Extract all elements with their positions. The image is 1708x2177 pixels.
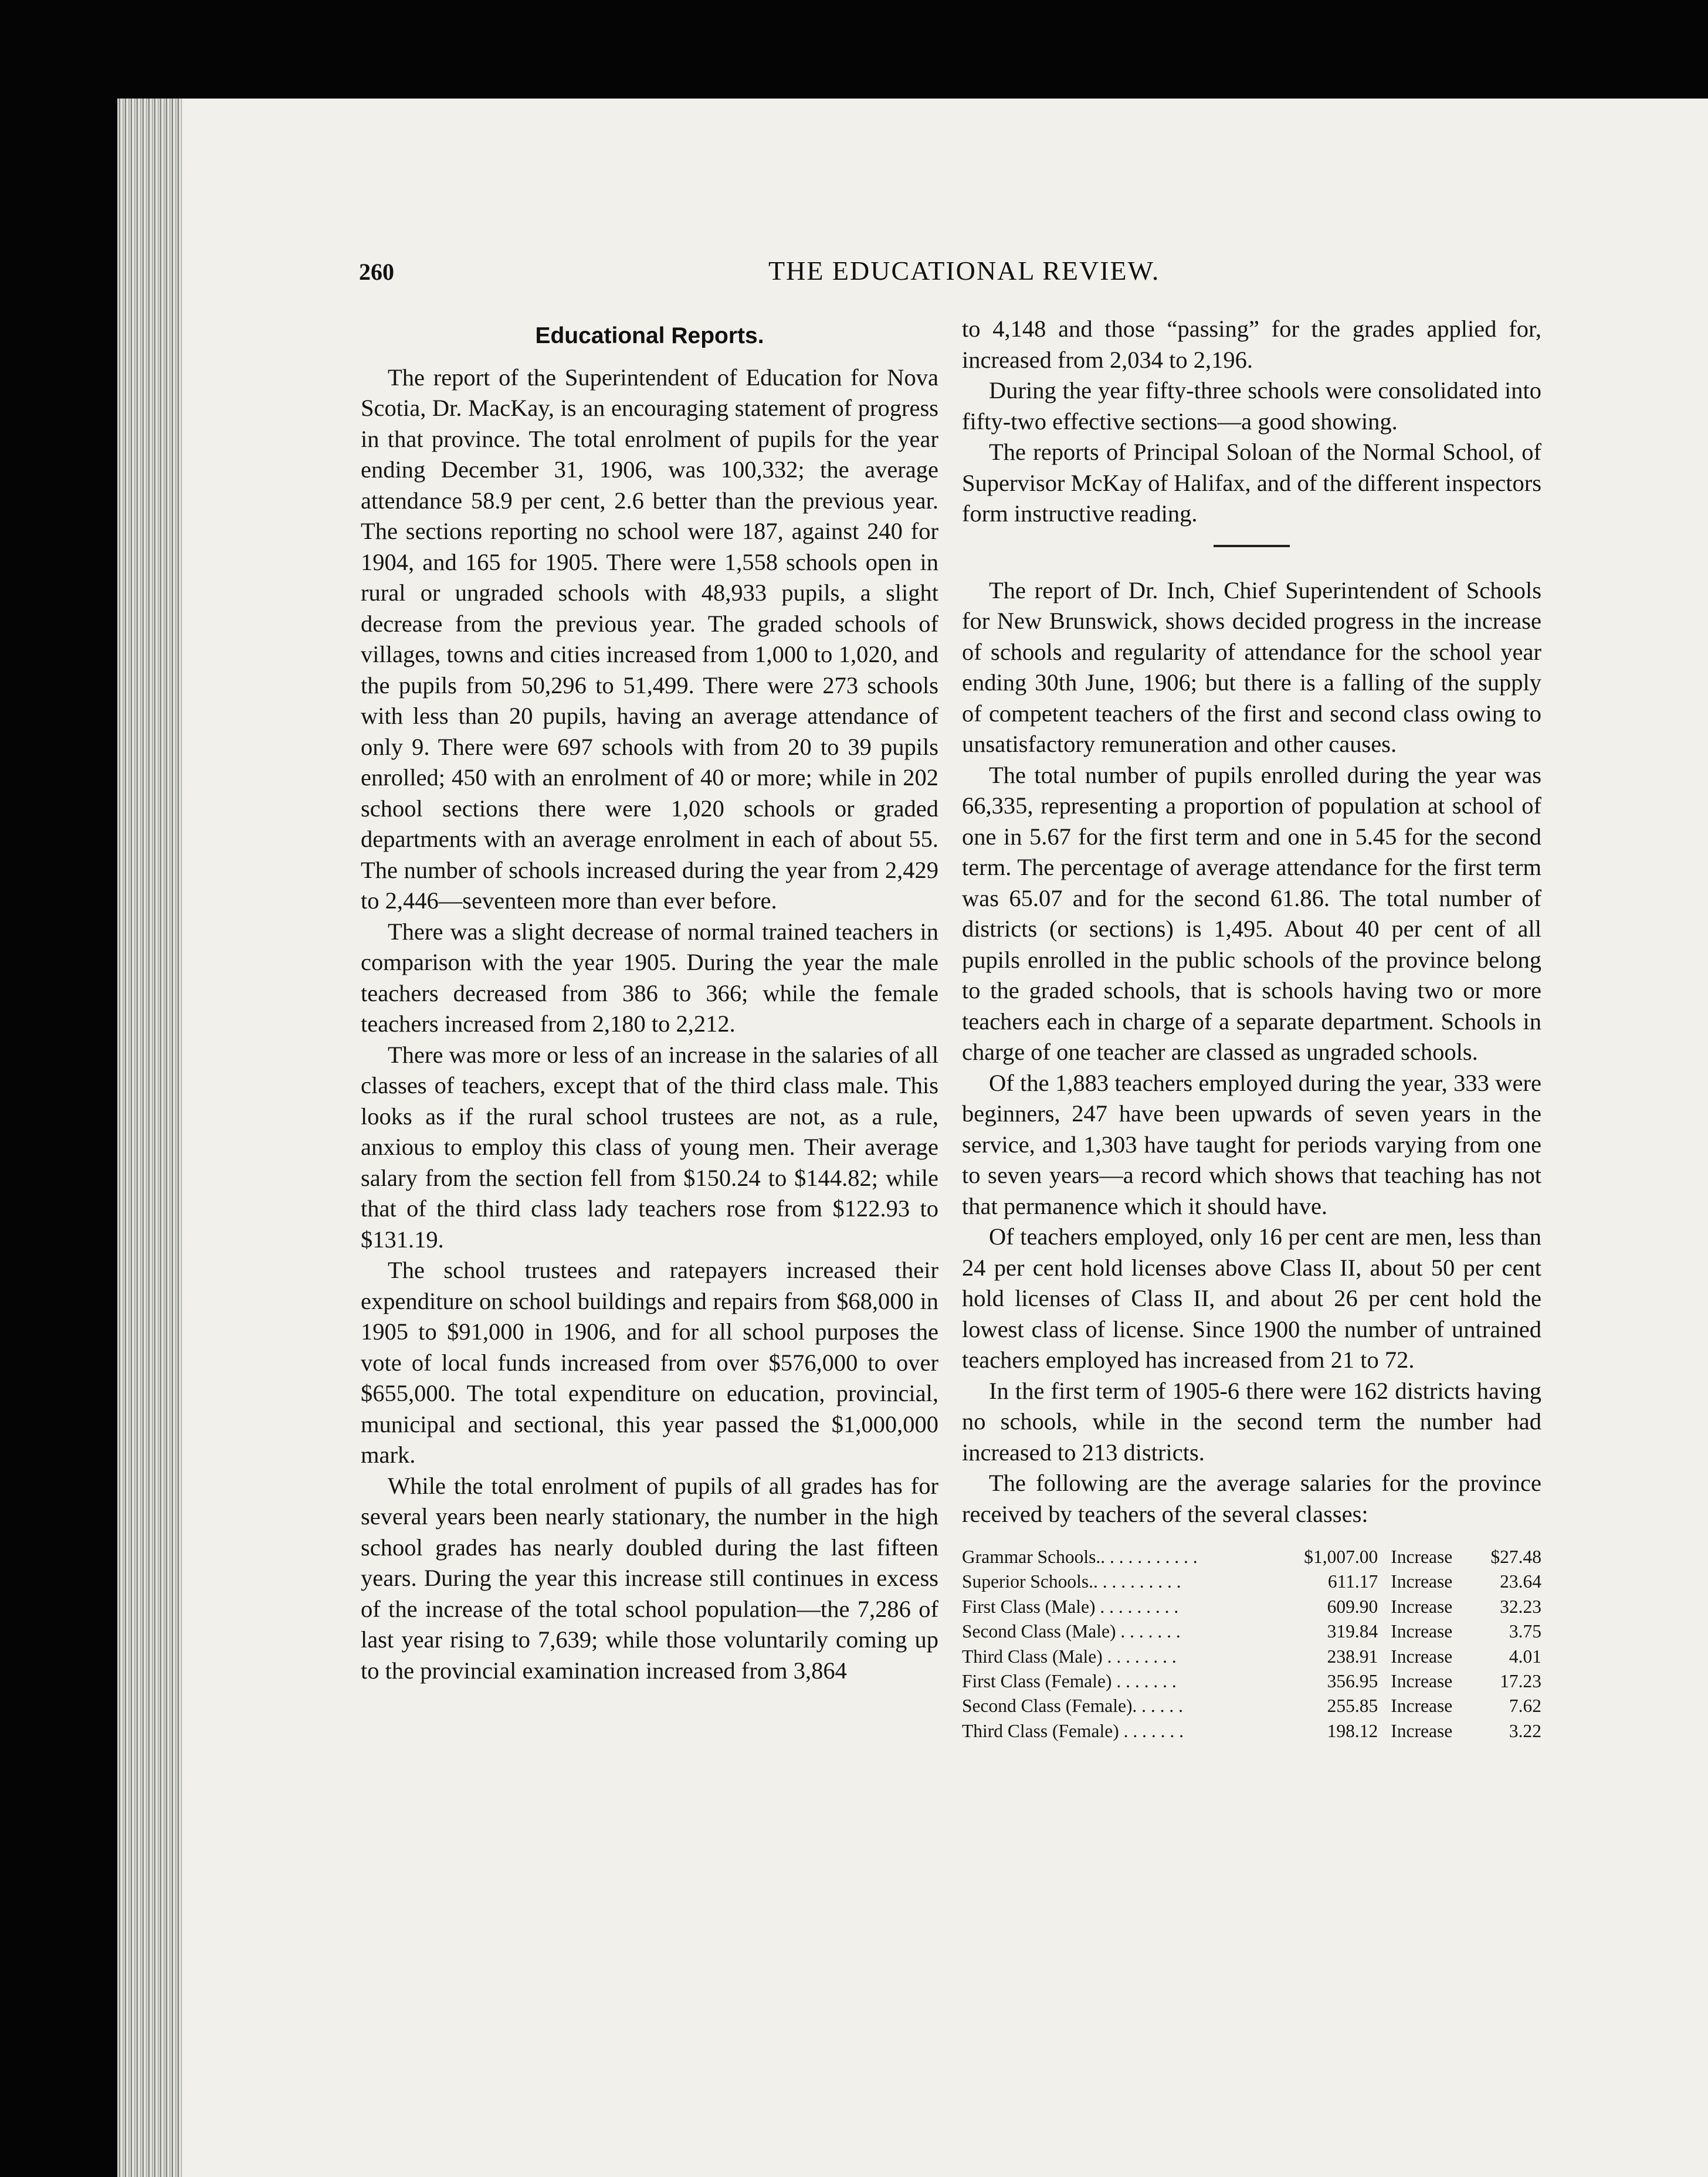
row-amount: 611.17 [1327, 1571, 1378, 1592]
running-title: THE EDUCATIONAL REVIEW. [768, 256, 1160, 286]
row-increase-value: 7.62 [1509, 1696, 1541, 1717]
row-increase-value: 23.64 [1500, 1571, 1541, 1592]
table-row [962, 1719, 1541, 1744]
row-label: Second Class (Female). . . . . . [962, 1696, 1184, 1717]
row-increase-value: $27.48 [1490, 1547, 1541, 1567]
row-increase-word: Increase [1391, 1720, 1453, 1741]
paragraph: During the year fifty-three schools were consolidated into fifty-two effective sections—a good showing. [962, 377, 1541, 435]
row-label: Superior Schools.. . . . . . . . . . [962, 1571, 1181, 1592]
table-row [962, 1569, 1541, 1594]
row-increase-value: 17.23 [1500, 1671, 1541, 1692]
left-column [361, 314, 938, 1686]
row-label: Third Class (Male) . . . . . . . . [962, 1646, 1177, 1667]
row-label: Grammar Schools.. . . . . . . . . . . [962, 1547, 1198, 1567]
table-row [962, 1644, 1541, 1669]
row-amount: $1,007.00 [1304, 1547, 1378, 1567]
table-row [962, 1669, 1541, 1694]
table-row [962, 1619, 1541, 1644]
paragraph: Of teachers employed, only 16 per cent are men, less than 24 per cent hold licenses above Class II, about 50 per cent hold licenses of Class II, and about 26 per cent hold the lowest class of license. Since 1900 the number of untrained teachers employed has increased from 21 to 72. [962, 1223, 1541, 1373]
row-amount: 609.90 [1327, 1596, 1378, 1617]
paragraph: There was more or less of an increase in the salaries of all classes of teachers, except that of the third class male. This looks as if the rural school trustees are not, as a rule, anxious to employ this class of young men. Their average salary from the section fell from $150.24 to $144.82; while that of the third class lady teachers rose from $122.93 to $131.19. [361, 1041, 938, 1253]
section-divider [1214, 545, 1290, 547]
row-label: First Class (Female) . . . . . . . [962, 1671, 1177, 1692]
paragraph: Of the 1,883 teachers employed during the year, 333 were beginners, 247 have been upwards of seven years in the service, and 1,303 have taught for periods varying from one to seven years—a record which shows that teaching has not that permanence which it should have. [962, 1069, 1541, 1219]
paragraph: The total number of pupils enrolled during the year was 66,335, representing a proportion of population at school of one in 5.67 for the first term and one in 5.45 for the second term. The percentage of average attendance for the first term was 65.07 and for the second 61.86. The total number of districts (or sections) is 1,495. About 40 per cent of all pupils enrolled in the public schools of the province belong to the graded schools, that is schools having two or more teachers each in charge of a separate department. Schools in charge of one teacher are classed as ungraded schools. [962, 761, 1541, 1065]
row-amount: 319.84 [1327, 1621, 1378, 1642]
row-amount: 238.91 [1327, 1646, 1378, 1667]
row-increase-value: 3.75 [1509, 1621, 1541, 1642]
row-increase-word: Increase [1391, 1646, 1453, 1667]
page-stack-edges [117, 99, 182, 2177]
row-amount: 255.85 [1327, 1696, 1378, 1717]
right-column [962, 314, 1541, 1744]
table-row [962, 1595, 1541, 1619]
row-amount: 198.12 [1327, 1720, 1378, 1741]
row-increase-word: Increase [1391, 1671, 1453, 1692]
row-increase-word: Increase [1391, 1696, 1453, 1717]
paragraph: In the first term of 1905-6 there were 162 districts having no schools, while in the second term the number had increased to 213 districts. [962, 1377, 1541, 1466]
table-row [962, 1545, 1541, 1569]
row-label: First Class (Male) . . . . . . . . . [962, 1596, 1179, 1617]
row-label: Third Class (Female) . . . . . . . [962, 1720, 1184, 1741]
paragraph: The school trustees and ratepayers increased their expenditure on school buildings and repairs from $68,000 in 1905 to $91,000 in 1906, and for all school purposes the vote of local funds increased from over $576,000 to over $655,000. The total expenditure on education, provincial, municipal and sectional, this year passed the $1,000,000 mark. [361, 1257, 938, 1468]
article-heading: Educational Reports. [535, 323, 764, 348]
page-number: 260 [359, 259, 394, 285]
row-increase-word: Increase [1391, 1596, 1453, 1617]
table-row [962, 1694, 1541, 1718]
paragraph: There was a slight decrease of normal trained teachers in comparison with the year 1905. During the year the male teachers decreased from 386 to 366; while the female teachers increased from 2,180 to 2,212. [361, 918, 938, 1037]
paragraph: The report of the Superintendent of Education for Nova Scotia, Dr. MacKay, is an encouraging statement of progress in that province. The total enrolment of pupils for the year ending December 31, 1906, was 100,332; the average attendance 58.9 per cent, 2.6 better than the previous year. The sections reporting no school were 187, against 240 for 1904, and 165 for 1905. There were 1,558 schools open in rural or ungraded schools with 48,933 pupils, a slight decrease from the previous year. The graded schools of villages, towns and cities increased from 1,000 to 1,020, and the pupils from 50,296 to 51,499. There were 273 schools with less than 20 pupils, having an average attendance of only 9. There were 697 schools with from 20 to 39 pupils enrolled; 450 with an enrolment of 40 or more; while in 202 school sections there were 1,020 schools or graded departments with an average enrolment in each of about 55. The number of schools increased during the year from 2,429 to 2,446—seventeen more than ever before. [361, 364, 938, 914]
salary-table [962, 1545, 1541, 1744]
row-increase-word: Increase [1391, 1571, 1453, 1592]
row-increase-value: 4.01 [1509, 1646, 1541, 1667]
row-label: Second Class (Male) . . . . . . . [962, 1621, 1181, 1642]
paragraph: The report of Dr. Inch, Chief Superintendent of Schools for New Brunswick, shows decided progress in the increase of schools and regularity of attendance for the school year ending 30th June, 1906; but there is a falling of the supply of competent teachers of the first and second class owing to unsatisfactory remuneration and other causes. [962, 577, 1541, 757]
row-increase-value: 3.22 [1509, 1720, 1541, 1741]
paragraph: The following are the average salaries for the province received by teachers of the several classes: [962, 1470, 1541, 1527]
paragraph: The reports of Principal Soloan of the Normal School, of Supervisor McKay of Halifax, and of the different inspectors form instructive reading. [962, 439, 1541, 527]
row-amount: 356.95 [1327, 1671, 1378, 1692]
paragraph: While the total enrolment of pupils of all grades has for several years been nearly stationary, the number in the high school grades has nearly doubled during the last fifteen years. During the year this increase still continues in excess of the increase of the total school population—the 7,286 of last year rising to 7,639; while those voluntarily coming up to the provincial examination increased from 3,864 [361, 1472, 938, 1684]
paragraph: to 4,148 and those “passing” for the grades applied for, increased from 2,034 to 2,196. [962, 316, 1541, 373]
row-increase-value: 32.23 [1500, 1596, 1541, 1617]
row-increase-word: Increase [1391, 1547, 1453, 1567]
row-increase-word: Increase [1391, 1621, 1453, 1642]
